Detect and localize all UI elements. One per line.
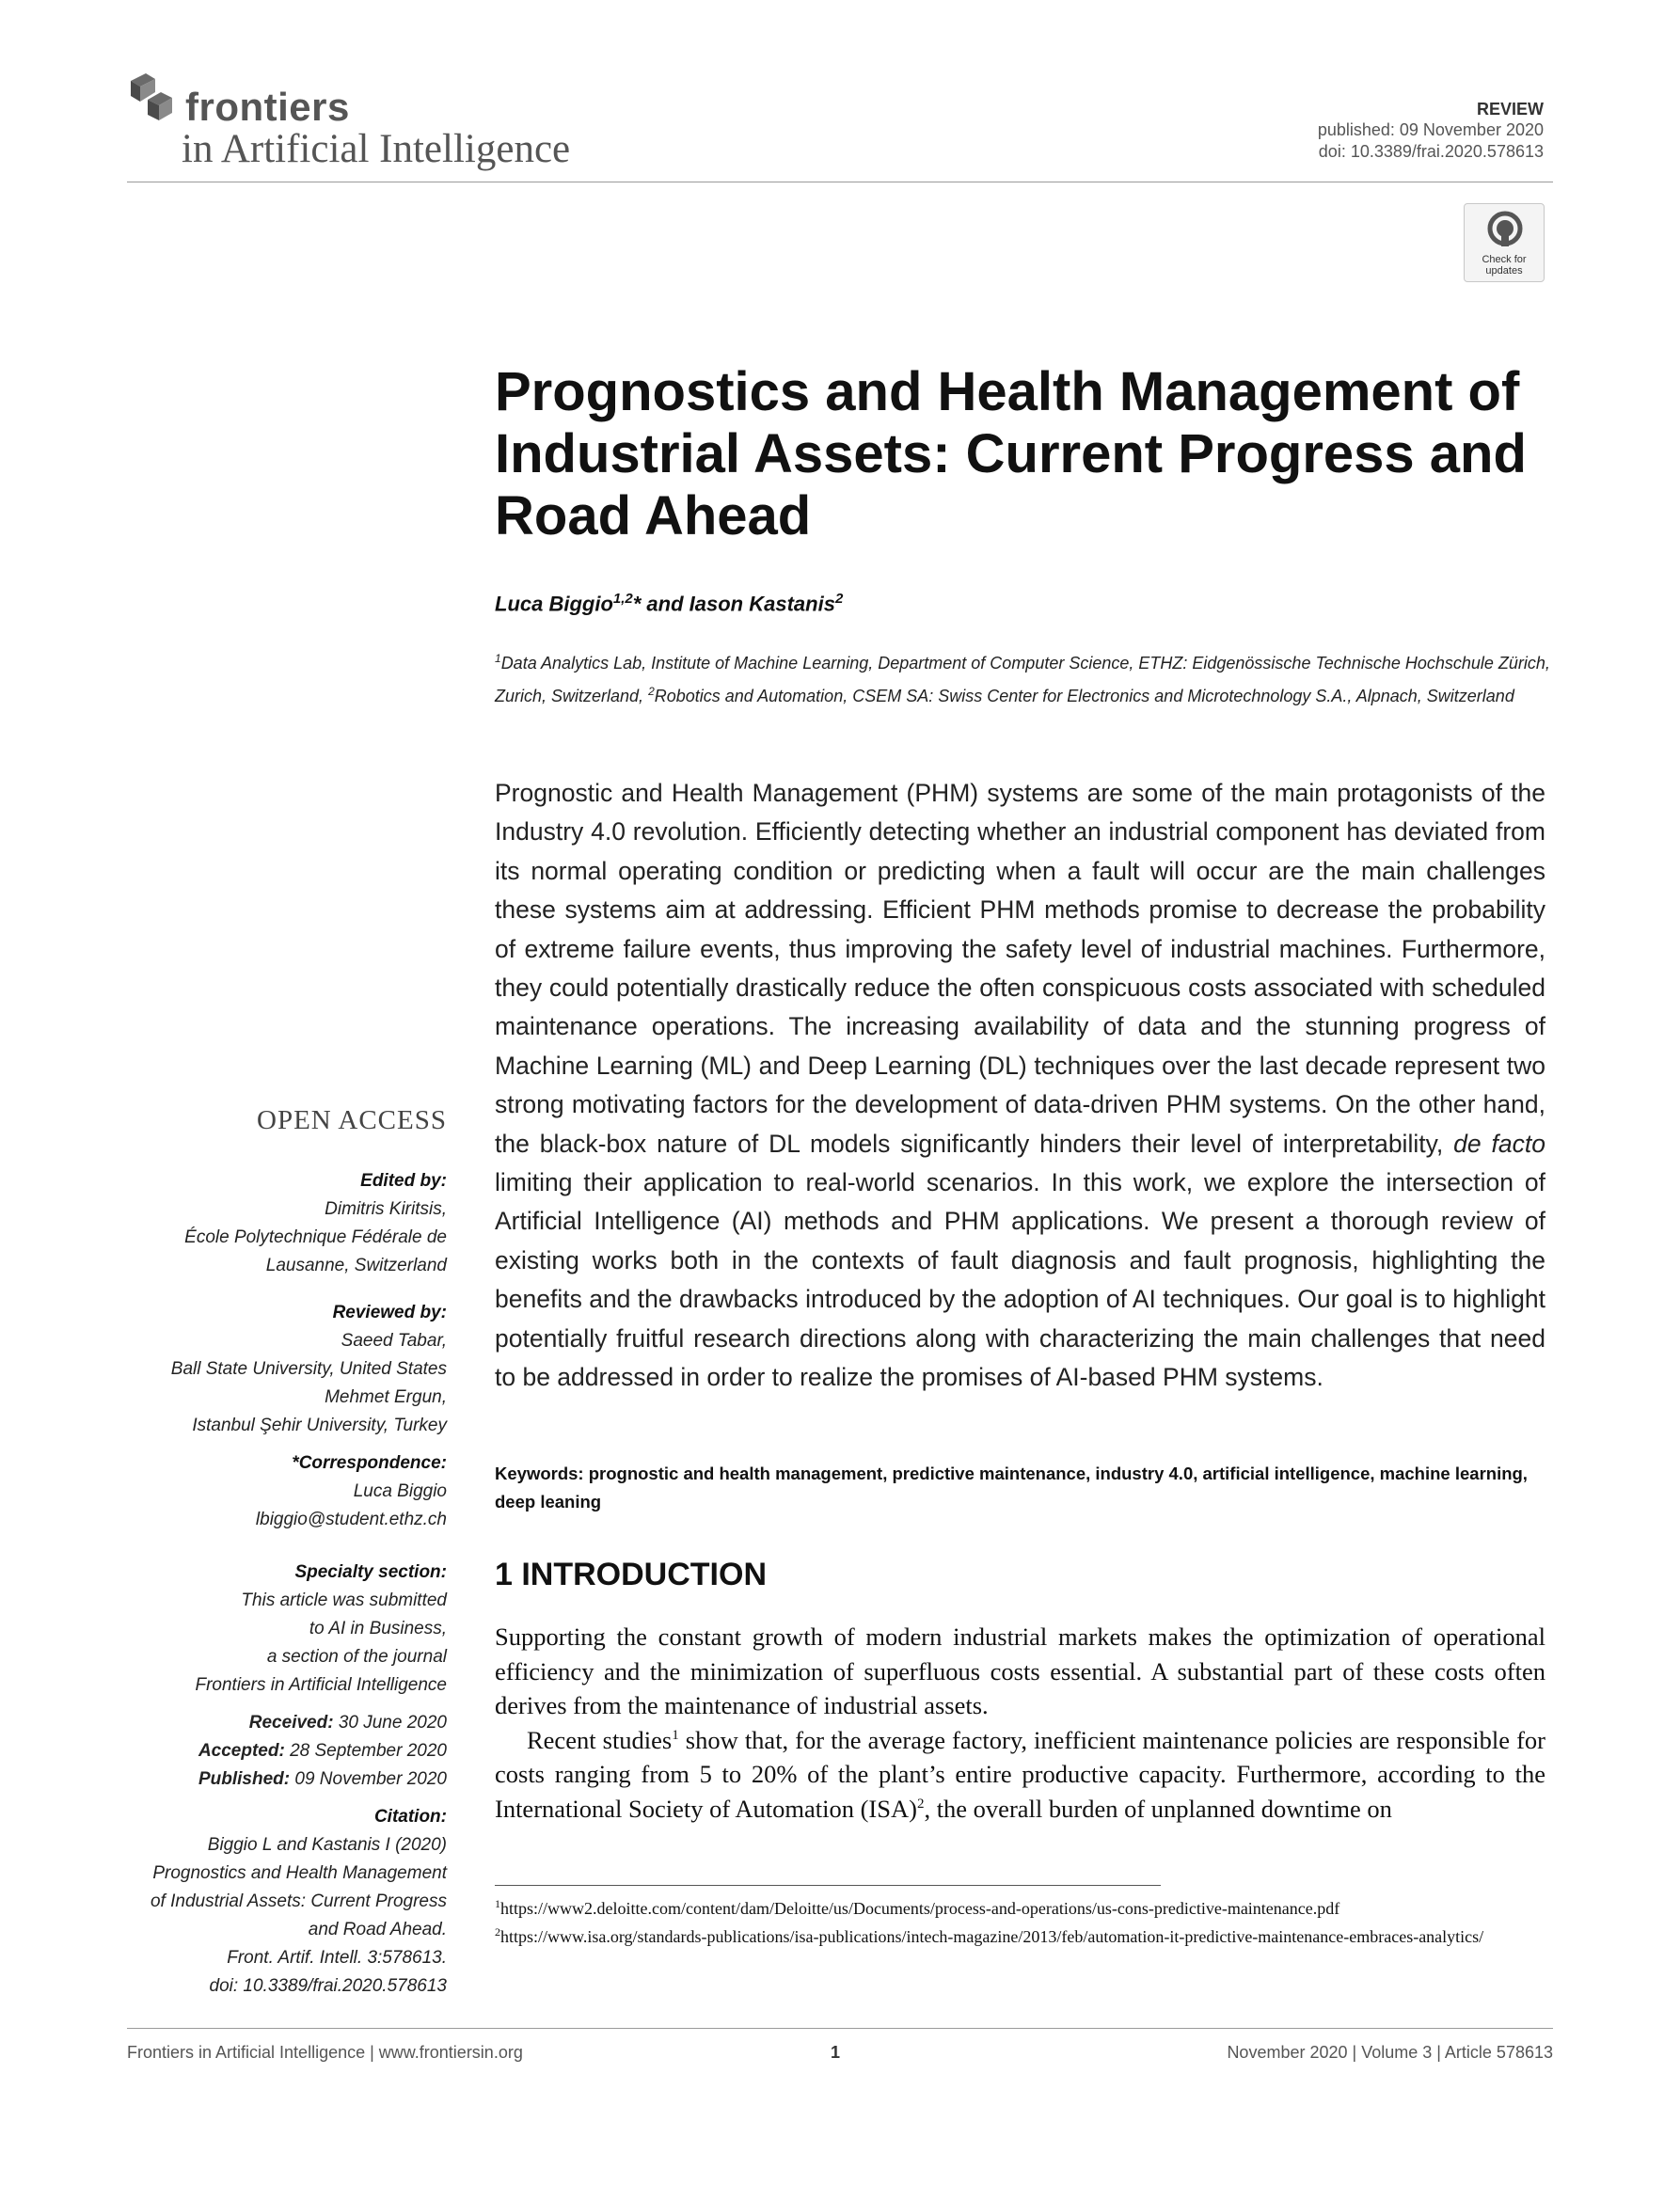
footnote: $^1$https://www2.deloitte.com/content/dam/Deloitte/us/Documents/process-and-operations/us-cons-predictive-maintenance.pdf: [495, 1897, 1340, 1918]
author-name[interactable]: Luca Biggio: [495, 592, 613, 616]
check-for-updates-label: Check for updates: [1482, 254, 1527, 277]
footer-divider: [127, 2028, 1553, 2029]
correspondence-email[interactable]: lbiggio@student.ethz.ch: [255, 1510, 447, 1529]
author-name[interactable]: Iason Kastanis: [689, 592, 835, 616]
body-text: [495, 1620, 1545, 1826]
check-for-updates-button[interactable]: [1464, 203, 1545, 282]
footer-journal-link[interactable]: Frontiers in Artificial Intelligence | www.frontiersin.org: [127, 2043, 523, 2062]
footnotes: [495, 1894, 1545, 1951]
correspondence-mark: *: [632, 592, 642, 616]
correspondence-label: *Correspondence:: [292, 1453, 447, 1473]
reviewed-by-block: Reviewed by: Saeed Tabar, Ball State University, United States Mehmet Ergun, Istanbul Şehir University, Turkey: [127, 1299, 447, 1440]
reviewed-by-label: Reviewed by:: [332, 1303, 447, 1322]
article-title: Prognostics and Health Management of Industrial Assets: Current Progress and Road Ahead: [495, 361, 1527, 546]
page-number: 1: [831, 2043, 841, 2062]
keywords: Keywords: prognostic and health management, predictive maintenance, industry 4.0, artificial intelligence, machine learning, deep leaning: [495, 1464, 1528, 1512]
journal-logo: [127, 68, 597, 181]
published-date: published: 09 November 2020: [1317, 120, 1544, 139]
correspondence-block: *Correspondence: Luca Biggio lbiggio@student.ethz.ch: [127, 1449, 447, 1534]
article-type: REVIEW: [1476, 100, 1544, 119]
citation-block: Citation: Biggio L and Kastanis I (2020) Prognostics and Health Management of Industrial Assets: Current Progress and Road Ahead. Front. Artif. Intell. 3:578613. doi: 10.3389/frai.2020.578613: [127, 1803, 447, 2001]
footnote-ref[interactable]: 1: [672, 1727, 679, 1743]
footnote: $^2$https://www.isa.org/standards-publications/isa-publications/intech-magazine/2013/feb/automation-it-predictive-maintenance-embraces-analytics/: [495, 1925, 1484, 1946]
specialty-section-block: Specialty section: This article was submitted to AI in Business, a section of the journal Frontiers in Artificial Intelligence: [127, 1559, 447, 1700]
paragraph: Supporting the constant growth of modern industrial markets makes the optimization of operational efficiency and the minimization of superfluous costs essential. A substantial part of these costs often derives from the maintenance of industrial assets.: [495, 1622, 1545, 1719]
open-access-label: OPEN ACCESS: [257, 1105, 447, 1135]
specialty-section-label: Specialty section:: [294, 1562, 447, 1582]
affiliations: $^1$Data Analytics Lab, Institute of Machine Learning, Department of Computer Science, ETHZ: Eidgenössische Technische Hochschule Zürich, Zurich, Switzerland, $^2$Robotics and Automation, CSEM SA: Swiss Center for Electronics and Microtechnology S.A., Alpnach, Switzerland: [495, 652, 1550, 705]
check-for-updates-icon: [1487, 211, 1523, 248]
journal-brand: frontiers: [185, 85, 350, 129]
edited-by-block: Edited by: Dimitris Kiritsis, École Polytechnique Fédérale de Lausanne, Switzerland: [127, 1167, 447, 1280]
footer-issue-info: November 2020 | Volume 3 | Article 578613: [1227, 2043, 1553, 2062]
edited-by-label: Edited by:: [360, 1171, 447, 1191]
abstract: Prognostic and Health Management (PHM) systems are some of the main protagonists of the Industry 4.0 revolution. Efficiently detecting whether an industrial component has deviated from its normal operating condition or predicting when a fault will occur are the main challenges these systems aim at addressing. Efficient PHM methods promise to decrease the probability of extreme failure events, thus improving the safety level of industrial machines. Furthermore, they could potentially drastically reduce the often conspicuous costs associated with scheduled maintenance operations. The increasing availability of data and the stunning progress of Machine Learning (ML) and Deep Learning (DL) techniques over the last decade represent two strong motivating factors for the development of data-driven PHM systems. On the other hand, the black-box nature of DL models significantly hinders their level of interpretability, de facto limiting their application to real-world scenarios. In this work, we explore the intersection of Artificial Intelligence (AI) methods and PHM applications. We present a thorough review of existing works both in the contexts of fault diagnosis and fault prognosis, highlighting the benefits and the drawbacks introduced by the adoption of AI techniques. Our goal is to highlight potentially fruitful research directions along with characterizing the main challenges that need to be addressed in order to realize the promises of AI-based PHM systems.: [495, 779, 1545, 1392]
doi: doi: 10.3389/frai.2020.578613: [1318, 142, 1544, 161]
footnote-ref[interactable]: 2: [916, 1796, 925, 1812]
paragraph: Recent studies$^1$ show that, for the average factory, inefficient maintenance policies are responsible for costs ranging from 5 to 20% of the plant’s entire productive capacity. Furthermore, according to the International Society of Automation (ISA)$^2$, the overall burden of unplanned downtime on: [495, 1725, 1546, 1823]
footnote-link[interactable]: https://www2.deloitte.com/content/dam/Deloitte/us/Documents/process-and-operations/us-cons-predictive-maintenance.pdf: [500, 1899, 1340, 1918]
dates-block: Received: 30 June 2020 Accepted: 28 September 2020 Published: 09 November 2020: [198, 1713, 447, 1789]
author-list: Luca Biggio$^{1,2}$* and Iason Kastanis$^2$: [495, 591, 844, 616]
journal-section-name: in Artificial Intelligence: [182, 127, 571, 171]
citation-label: Citation:: [373, 1807, 447, 1827]
footnote-divider: [495, 1885, 1161, 1886]
footnote-link[interactable]: https://www.isa.org/standards-publications/isa-publications/intech-magazine/2013/feb/automation-it-predictive-maintenance-embraces-analytics/: [500, 1927, 1484, 1946]
frontiers-logo-icon: [127, 71, 180, 122]
author-affiliation-mark: 2: [834, 591, 844, 607]
section-heading: 1 INTRODUCTION: [495, 1557, 767, 1592]
author-affiliation-mark: 1,2: [612, 591, 633, 607]
